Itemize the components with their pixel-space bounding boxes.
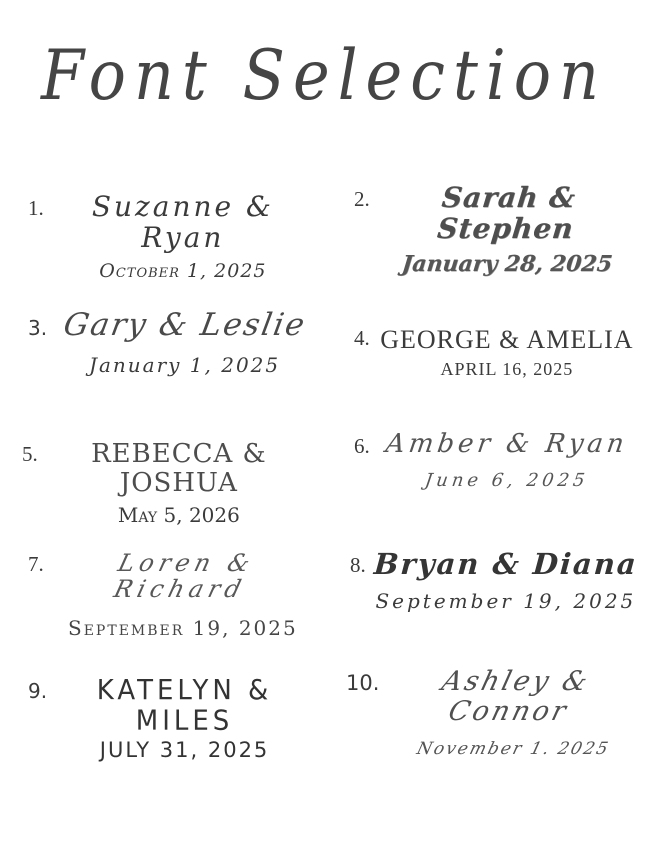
- event-date: September 19, 2025: [375, 588, 637, 613]
- font-sample-2: [354, 183, 638, 276]
- event-date: APRIL 16, 2025: [440, 358, 574, 379]
- event-date: May 5, 2026: [117, 503, 240, 528]
- sample-content: [53, 308, 316, 376]
- sample-content: [376, 326, 638, 379]
- sample-number: 10.: [346, 671, 380, 695]
- event-date: January 1, 2025: [88, 353, 281, 378]
- event-date: November 1. 2025: [414, 739, 612, 760]
- sample-content: [376, 183, 638, 276]
- event-date: October 1, 2025: [99, 259, 267, 282]
- font-sample-6: [354, 430, 638, 490]
- couple-names: Sarah & Stephen: [435, 181, 578, 245]
- sample-number: 1.: [28, 196, 44, 220]
- sample-number: 8.: [350, 553, 366, 577]
- font-sample-10: [346, 667, 640, 759]
- sample-number: 7.: [28, 552, 44, 576]
- sample-content: [50, 192, 316, 281]
- sample-number: 2.: [354, 187, 370, 211]
- sample-content: [385, 667, 640, 759]
- couple-names: Gary & Leslie: [60, 307, 309, 343]
- font-sample-4: [354, 326, 638, 379]
- couple-names: Amber & Ryan: [383, 429, 630, 459]
- sample-number: 3.: [28, 316, 48, 340]
- sample-content: [50, 550, 316, 639]
- font-sample-3: [28, 308, 316, 376]
- event-date: January 28, 2025: [400, 250, 614, 277]
- couple-names: KATELYN & MILES: [96, 674, 273, 737]
- sample-number: 9.: [28, 679, 48, 703]
- couple-names: Loren & Richard: [110, 549, 258, 604]
- event-date: JULY 31, 2025: [99, 738, 270, 763]
- sample-number: 6.: [354, 434, 370, 458]
- couple-names: GEORGE & AMELIA: [380, 325, 634, 354]
- sample-number: 4.: [354, 326, 370, 350]
- event-date: September 19, 2025: [68, 615, 298, 640]
- sample-content: [372, 549, 640, 612]
- couple-names: Suzanne & Ryan: [91, 190, 274, 254]
- font-sample-9: [28, 676, 316, 762]
- couple-names: REBECCA & JOSHUA: [91, 439, 267, 498]
- font-sample-5: [22, 440, 318, 526]
- event-date: June 6, 2025: [423, 469, 591, 491]
- sample-number: 5.: [22, 442, 38, 466]
- sample-content: [376, 430, 638, 490]
- couple-names: Ashley & Connor: [439, 666, 594, 727]
- page-title: Font Selection: [41, 34, 607, 116]
- font-sample-8: [350, 549, 640, 612]
- couple-names: Bryan & Diana: [372, 547, 639, 581]
- sample-content: [40, 440, 318, 526]
- sample-content: [53, 676, 316, 762]
- font-sample-1: [28, 192, 316, 281]
- font-sample-7: [28, 550, 316, 639]
